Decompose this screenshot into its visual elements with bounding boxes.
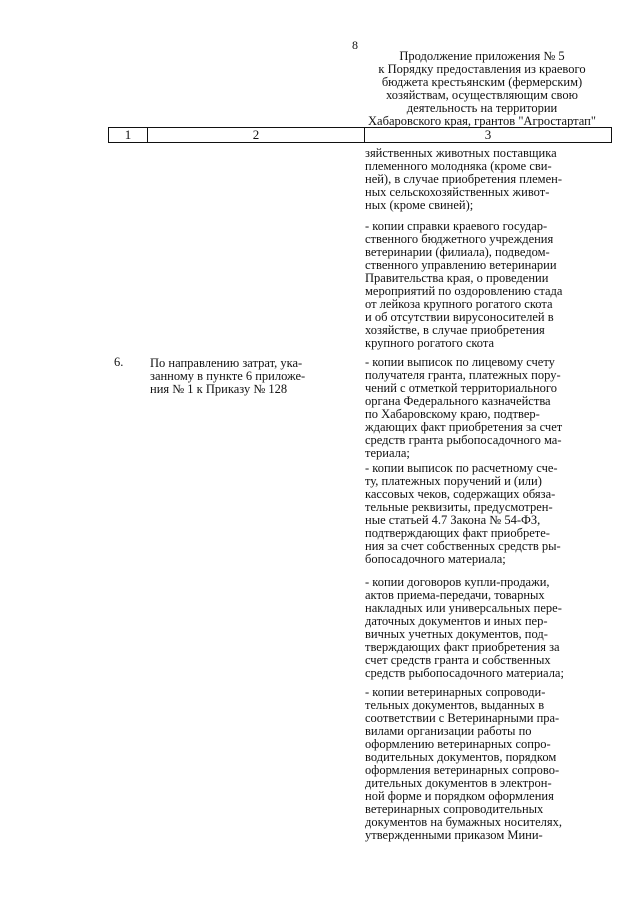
row-number: 6. [114, 355, 124, 369]
row-subject [150, 357, 350, 396]
appendix-header-line: к Порядку предоставления из краевого [378, 62, 586, 76]
column-header-3: 3 [484, 127, 492, 142]
page-number: 8 [352, 38, 358, 52]
text-line: ждающих факт приобретения за счет [365, 420, 563, 434]
text-line: документов на бумажных носителях, [365, 815, 562, 829]
text-line: ния № 1 к Приказу № 128 [150, 382, 288, 396]
text-line: оформления ветеринарных сопрово- [365, 763, 560, 777]
text-line: утвержденными приказом Мини- [365, 828, 543, 842]
text-line: ные статьей 4.7 Закона № 54-ФЗ, [365, 513, 541, 527]
text-line: вилами организации работы по [365, 724, 532, 738]
text-line: ния за счет собственных средств ры- [365, 539, 561, 553]
text-line: вичных учетных документов, под- [365, 627, 548, 641]
table-column-header-row [108, 127, 612, 143]
appendix-header [356, 50, 608, 128]
text-line: по Хабаровскому краю, подтвер- [365, 407, 540, 421]
text-line: ветеринарных сопроводительных [365, 802, 544, 816]
text-line: бопосадочного материала; [365, 552, 506, 566]
text-line: даточных документов и иных пер- [365, 614, 548, 628]
continuation-paragraph [365, 147, 613, 212]
text-line: оформлению ветеринарных сопро- [365, 737, 551, 751]
text-line: чений с отметкой территориального [365, 381, 557, 395]
text-line: - копии выписок по лицевому счету [365, 355, 555, 369]
appendix-header-line: Продолжение приложения № 5 [399, 49, 565, 63]
text-line: По направлению затрат, ука- [150, 356, 303, 370]
text-line: мероприятий по оздоровлению стада [365, 284, 563, 298]
text-line: крупного рогатого скота [365, 336, 495, 350]
text-line: ных (кроме свиней); [365, 198, 474, 212]
text-line: соответствии с Ветеринарными пра- [365, 711, 560, 725]
text-line: ветеринарии (филиала), подведом- [365, 245, 550, 259]
document-requirement-paragraph [365, 462, 613, 566]
text-line: средств гранта рыбопосадочного ма- [365, 433, 562, 447]
text-line: ственного управлению ветеринарии [365, 258, 557, 272]
document-requirement-paragraph [365, 356, 613, 460]
continuation-paragraph [365, 220, 613, 350]
text-line: дительных документов в электрон- [365, 776, 552, 790]
text-line: - копии ветеринарных сопроводи- [365, 685, 546, 699]
text-line: водительных документов, порядком [365, 750, 557, 764]
text-line: хозяйстве, в случае приобретения [365, 323, 545, 337]
text-line: тельные реквизиты, предусмотрен- [365, 500, 553, 514]
text-line: и об отсутствии вирусоносителей в [365, 310, 554, 324]
text-line: занному в пункте 6 приложе- [150, 369, 306, 383]
document-requirement-paragraph [365, 576, 613, 680]
text-line: зяйственных животных поставщика [365, 146, 557, 160]
text-line: ней), в случае приобретения племен- [365, 172, 562, 186]
text-line: счет средств гранта и собственных [365, 653, 551, 667]
document-requirement-paragraph [365, 686, 613, 842]
text-line: накладных или универсальных пере- [365, 601, 562, 615]
text-line: тельных документов, выданных в [365, 698, 545, 712]
text-line: ственного бюджетного учреждения [365, 232, 554, 246]
appendix-header-line: деятельность на территории [406, 101, 558, 115]
text-line: средств рыбопосадочного материала; [365, 666, 564, 680]
column-header-2: 2 [252, 127, 260, 142]
text-line: органа Федерального казначейства [365, 394, 551, 408]
appendix-header-line: хозяйствам, осуществляющим свою [386, 88, 578, 102]
column-header-1: 1 [124, 127, 132, 142]
text-line: ту, платежных поручений и (или) [365, 474, 542, 488]
text-line: Правительства края, о проведении [365, 271, 549, 285]
text-line: териала; [365, 446, 410, 460]
text-line: получателя гранта, платежных пору- [365, 368, 561, 382]
text-line: ных сельскохозяйственных живот- [365, 185, 550, 199]
text-line: - копии справки краевого государ- [365, 219, 548, 233]
text-line: кассовых чеков, содержащих обяза- [365, 487, 556, 501]
text-line: актов приема-передачи, товарных [365, 588, 545, 602]
text-line: от лейкоза крупного рогатого скота [365, 297, 553, 311]
text-line: - копии выписок по расчетному сче- [365, 461, 558, 475]
text-line: тверждающих факт приобретения за [365, 640, 560, 654]
appendix-header-line: Хабаровского края, грантов "Агростартап" [368, 114, 596, 128]
text-line: подтверждающих факт приобрете- [365, 526, 550, 540]
appendix-header-line: бюджета крестьянским (фермерским) [381, 75, 583, 89]
text-line: племенного молодняка (кроме сви- [365, 159, 552, 173]
text-line: - копии договоров купли-продажи, [365, 575, 550, 589]
text-line: ной форме и порядком оформления [365, 789, 554, 803]
